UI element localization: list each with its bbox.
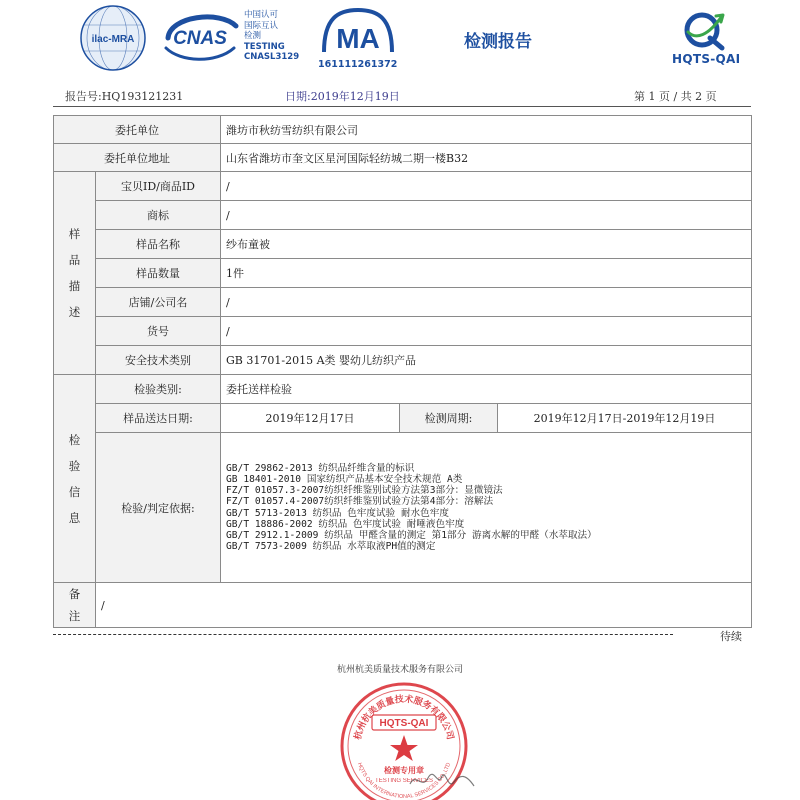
ilac-mra-logo (80, 5, 146, 71)
client-address-value: 山东省潍坊市奎文区星河国际轻纺城二期一楼B32 (221, 144, 752, 172)
seal-bottom-text: HQTS QAI INTERNATIONAL SERVICES CO.,LTD (355, 762, 453, 800)
standard-item: FZ/T 01057.4-2007纺织纤维鉴别试验方法第4部分：溶解法 (226, 496, 494, 508)
test-period-label: 检测周期: (400, 404, 498, 433)
standard-item: GB/T 7573-2009 纺织品 水萃取液PH值的测定 (226, 541, 436, 553)
sample-row-label: 店铺/公司名 (96, 288, 221, 317)
seal-service-en-text: TESTING SERVICES (375, 778, 433, 784)
sample-row-value: / (221, 201, 752, 230)
cert-line: 中国认可 (244, 10, 279, 20)
table-row (54, 172, 752, 201)
cert-line: 检测 (244, 31, 262, 41)
table-row (54, 230, 752, 259)
inspection-section-label (54, 375, 96, 583)
report-table (53, 115, 752, 628)
client-unit-label: 委托单位 (54, 116, 221, 144)
hqts-logo-text: HQTS-QAI (672, 52, 741, 66)
inspection-type-label: 检验类别: (96, 375, 221, 404)
sample-section-label (54, 172, 96, 375)
cert-line: 国际互认 (244, 20, 279, 31)
sample-row-label: 样品名称 (96, 230, 221, 259)
remarks-label (54, 583, 96, 628)
table-row (54, 144, 752, 172)
svg-text:杭州杭美质量技术服务有限公司 (351, 693, 456, 741)
cma-logo (318, 6, 398, 58)
sample-row-value: / (221, 317, 752, 346)
sample-row-label: 商标 (96, 201, 221, 230)
remarks-label-text: 备注 (68, 587, 81, 623)
sample-row-value: 纱布童被 (221, 230, 752, 259)
seal-logo-text: HQTS-QAI (379, 718, 429, 729)
standard-item: GB/T 2912.1-2009 纺织品 甲醛含量的测定 第1部分 游离水解的甲醛（水萃取法） (226, 529, 597, 541)
sample-row-label: 安全技术类别 (96, 346, 221, 375)
table-row (54, 317, 752, 346)
table-row (54, 259, 752, 288)
table-row (54, 346, 752, 375)
dotted-divider (53, 634, 673, 635)
sample-section-text: 样品描述 (68, 227, 81, 319)
sample-row-value: 1件 (221, 259, 752, 288)
cert-line: TESTING (244, 41, 285, 52)
table-row (54, 404, 752, 433)
table-row (54, 116, 752, 144)
seal-star-icon (390, 735, 418, 761)
sample-row-label: 货号 (96, 317, 221, 346)
cert-line: CNASL3129 (244, 52, 300, 62)
table-row (54, 583, 752, 628)
issuing-company: 杭州杭美质量技术服务有限公司 (336, 665, 463, 675)
standard-item: FZ/T 01057.3-2007纺织纤维鉴别试验方法第3部分：显微镜法 (226, 485, 503, 497)
sample-row-value: / (221, 288, 752, 317)
table-row (54, 433, 752, 583)
sample-row-label: 样品数量 (96, 259, 221, 288)
basis-label: 检验/判定依据: (96, 433, 221, 583)
sample-row-value: / (221, 172, 752, 201)
cnas-logo-text: CNAS (173, 28, 227, 49)
page-indicator: 第 1 页 / 共 2 页 (634, 90, 717, 103)
seal-service-text: 检测专用章 (384, 766, 424, 775)
table-row (54, 375, 752, 404)
standard-item: GB/T 29862-2013 纺织品纤维含量的标识 (226, 462, 415, 474)
sample-row-label: 宝贝ID/商品ID (96, 172, 221, 201)
seal-top-text: 杭州杭美质量技术服务有限公司 (353, 694, 455, 741)
standard-item: GB/T 5713-2013 纺织品 色牢度试验 耐水色牢度 (226, 507, 449, 519)
sample-row-value: GB 31701-2015 A类 婴幼儿纺织产品 (221, 346, 752, 375)
report-title: 检测报告 (464, 32, 532, 52)
cert-text-block (244, 10, 299, 63)
client-unit-value: 潍坊市秋纺雪纺织有限公司 (221, 116, 752, 144)
to-be-continued: 待续 (720, 630, 742, 643)
remarks-value: / (96, 583, 752, 628)
hqts-qai-logo-icon (676, 10, 732, 52)
report-date: 日期:2019年12月19日 (285, 90, 400, 103)
table-row (54, 288, 752, 317)
inspection-section-text: 检验信息 (68, 432, 81, 525)
standards-list (221, 433, 752, 583)
standard-item: GB 18401-2010 国家纺织产品基本安全技术规范 A类 (226, 473, 463, 485)
delivery-date-value: 2019年12月17日 (221, 404, 400, 433)
handwritten-signature (408, 768, 478, 794)
cnas-logo (160, 8, 240, 64)
test-period-value: 2019年12月17日-2019年12月19日 (498, 404, 752, 433)
ma-logo-text: MA (336, 23, 380, 54)
header-divider (53, 106, 751, 107)
table-row (54, 201, 752, 230)
report-number: 报告号:HQ193121231 (65, 90, 184, 103)
standard-item: GB/T 18886-2002 纺织品 色牢度试验 耐唾液色牢度 (226, 518, 465, 530)
delivery-date-label: 样品送达日期: (96, 404, 221, 433)
inspection-type-value: 委托送样检验 (221, 375, 752, 404)
ma-number: 161111261372 (318, 59, 398, 70)
ilac-logo-text: ilac-MRA (91, 34, 135, 45)
client-address-label: 委托单位地址 (54, 144, 221, 172)
